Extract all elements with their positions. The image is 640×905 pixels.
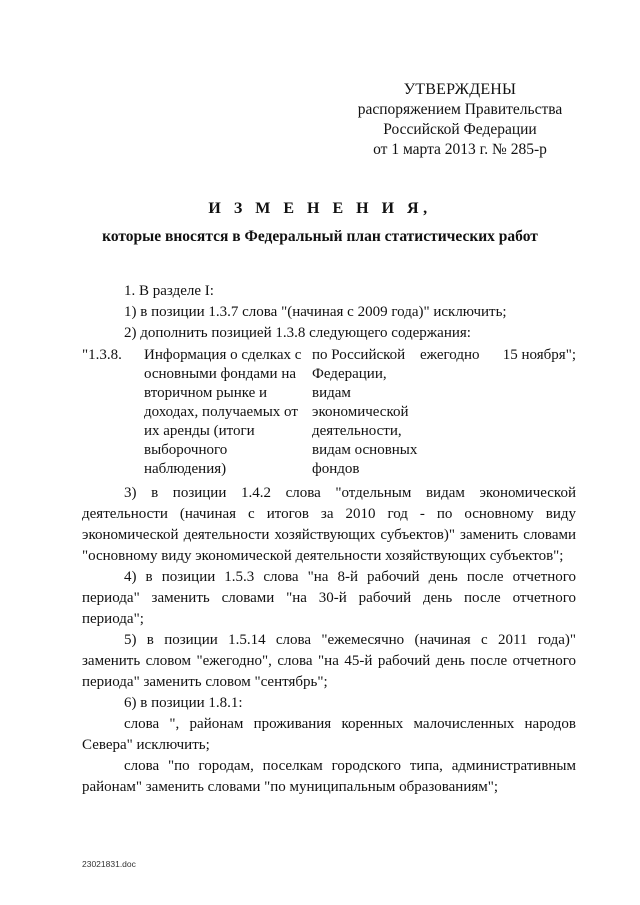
file-name-footer: 23021831.doc bbox=[82, 859, 136, 869]
approval-line-2: Российской Федерации bbox=[383, 121, 537, 138]
item-6a: слова ", районам проживания коренных малочисленных народов Севера" исключить; bbox=[82, 716, 576, 753]
approval-line-1: распоряжением Правительства bbox=[357, 101, 563, 118]
position-frequency: ежегодно bbox=[420, 347, 480, 363]
item-4: 4) в позиции 1.5.3 слова "на 8-й рабочий день после отчетного периода" заменить словами "на 30-й рабочий день после отчетного периода"; bbox=[82, 569, 576, 627]
position-breakdown: по Российской Федерации, видам экономической деятельности, видам основных фондов bbox=[312, 347, 418, 477]
approval-block bbox=[345, 80, 575, 160]
item-1: 1) в позиции 1.3.7 слова "(начиная с 2009 года)" исключить; bbox=[124, 304, 507, 320]
position-deadline: 15 ноября"; bbox=[502, 347, 576, 363]
item-3: 3) в позиции 1.4.2 слова "отдельным видам экономической деятельности (начиная с итогов за 2010 год - по основному виду экономической деятельности хозяйствующих субъектов)" заменить словами "основному виду экономической деятельности хозяйствующих субъектов"; bbox=[82, 485, 576, 564]
document-subtitle: которые вносятся в Федеральный план статистических работ bbox=[102, 228, 538, 245]
item-2: 2) дополнить позицией 1.3.8 следующего содержания: bbox=[124, 325, 471, 341]
position-code: "1.3.8. bbox=[82, 347, 122, 363]
document-body bbox=[82, 281, 576, 798]
item-5: 5) в позиции 1.5.14 слова "ежемесячно (начиная с 2011 года)" заменить словом "ежегодно", слова "на 45-й рабочий день после отчетного периода" заменить словом "сентябрь"; bbox=[82, 632, 576, 690]
section-heading: 1. В разделе I: bbox=[124, 283, 214, 299]
approval-heading: УТВЕРЖДЕНЫ bbox=[403, 81, 517, 98]
document-title: И З М Е Н Е Н И Я, bbox=[208, 200, 432, 217]
position-name: Информация о сделках с основными фондами на вторичном рынке и доходах, получаемых от их аренды (итоги выборочного наблюдения) bbox=[144, 347, 302, 477]
item-6b: слова "по городам, поселкам городского типа, административным районам" заменить словами "по муниципальным образованиям"; bbox=[82, 758, 576, 795]
inserted-position-row bbox=[82, 346, 576, 479]
item-6: 6) в позиции 1.8.1: bbox=[124, 695, 243, 711]
approval-line-3: от 1 марта 2013 г. № 285-р bbox=[373, 141, 547, 158]
